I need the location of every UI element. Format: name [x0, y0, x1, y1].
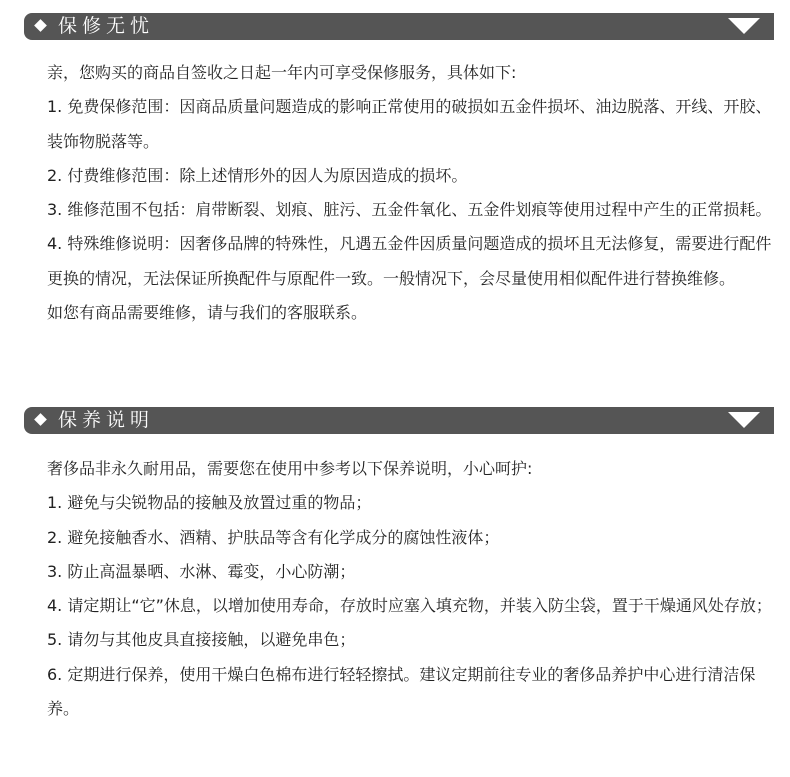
warranty-title: 保修无忧: [58, 15, 155, 37]
diamond-icon: [34, 413, 47, 426]
triangle-down-icon: [728, 18, 760, 34]
warranty-item-1: 1. 免费保修范围：因商品质量问题造成的影响正常使用的破损如五金件损坏、油边脱落、开线、开胶、装饰物脱落等。: [47, 97, 772, 151]
care-item-5: 5. 请勿与其他皮具直接接触，以避免串色；: [47, 630, 356, 650]
care-content: [47, 452, 777, 726]
care-item-2: 2. 避免接触香水、酒精、护肤品等含有化学成分的腐蚀性液体；: [47, 527, 500, 547]
care-item-1: 1. 避免与尖锐物品的接触及放置过重的物品；: [47, 493, 372, 513]
diamond-icon: [34, 19, 47, 32]
care-intro: 奢侈品非永久耐用品，需要您在使用中参考以下保养说明，小心呵护:: [47, 459, 533, 478]
care-item-3: 3. 防止高温暴晒、水淋、霉变，小心防潮；: [47, 561, 356, 581]
warranty-content: [47, 56, 777, 330]
care-header-bar: [24, 407, 774, 434]
care-title: 保养说明: [58, 409, 155, 431]
warranty-item-4: 4. 特殊维修说明：因奢侈品牌的特殊性，凡遇五金件因质量问题造成的损坏且无法修复，需要进行配件更换的情况，无法保证所换配件与原配件一致。一般情况下，会尽量使用相似配件进行替换维修。: [47, 234, 772, 288]
warranty-item-2: 2. 付费维修范围：除上述情形外的因人为原因造成的损坏。: [47, 165, 468, 185]
warranty-item-3: 3. 维修范围不包括：肩带断裂、划痕、脏污、五金件氧化、五金件划痕等使用过程中产生的正常损耗。: [47, 200, 772, 220]
care-item-4: 4. 请定期让“它”休息，以增加使用寿命，存放时应塞入填充物，并装入防尘袋，置于干燥通风处存放；: [47, 596, 772, 616]
triangle-down-icon: [728, 412, 760, 428]
care-item-6: 6. 定期进行保养，使用干燥白色棉布进行轻轻擦拭。建议定期前往专业的奢侈品养护中心进行清洁保养。: [47, 664, 756, 719]
warranty-intro: 亲，您购买的商品自签收之日起一年内可享受保修服务，具体如下:: [47, 63, 517, 82]
warranty-contact: 如您有商品需要维修，请与我们的客服联系。: [47, 303, 368, 323]
warranty-header-bar: [24, 13, 774, 40]
